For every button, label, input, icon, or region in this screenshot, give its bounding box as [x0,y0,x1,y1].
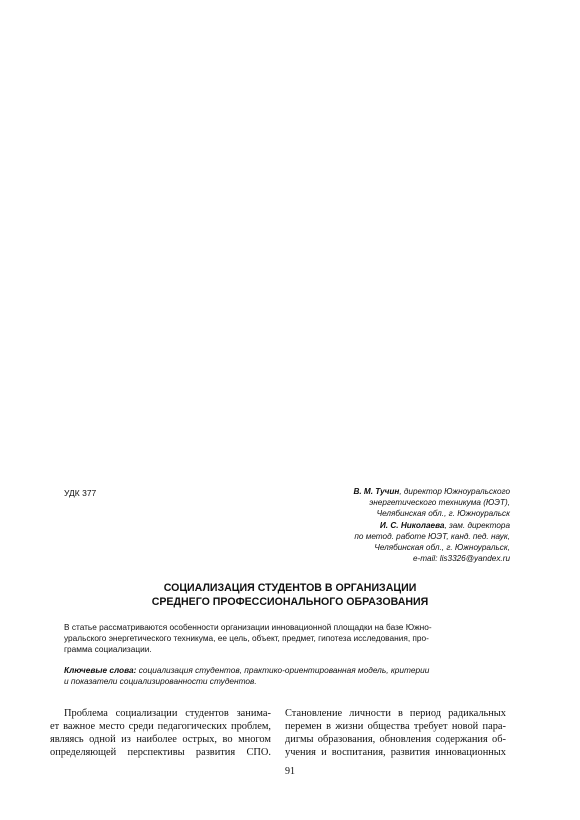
keywords-text: социализация студентов, практико-ориентированная модель, критерии [136,665,430,675]
author-1-name: В. М. Тучин [353,487,400,496]
author-2-position: , зам. директора [444,520,510,530]
body-left-line: Проблема социализации студентов занима- [64,708,271,719]
author-2-line-2: по метод. работе ЮЭТ, канд. пед. наук, [354,531,510,541]
author-2-line-1 [300,520,510,531]
body-column-right [285,707,506,759]
author-1-line-2: энергетического техникума (ЮЭТ), [369,498,510,508]
title-line-2: СРЕДНЕГО ПРОФЕССИОНАЛЬНОГО ОБРАЗОВАНИЯ [151,596,429,608]
abstract-line-2: уральского энергетического техникума, ее цель, объект, предмет, гипотеза исследования, про- [64,633,429,644]
body-right-line: дигмы образования, обновления содержания об- [285,734,506,745]
author-2-email: e-mail: lis3326@yandex.ru [412,554,510,564]
body-right-line: учения и воспитания, развития инновационных [285,747,506,758]
body-left-line: являясь одной из наиболее острых, во многом [50,734,271,745]
page-number: 91 [285,766,295,777]
abstract-line-1: В статье рассматриваются особенности организации инновационной площадки на базе Южно- [64,622,432,632]
keywords [64,665,516,687]
author-2-line-3: Челябинская обл., г. Южноуральск, [374,543,510,553]
body-left-line: определяющей перспективы развития СПО. [50,747,271,758]
abstract [64,622,516,656]
author-2-name: И. С. Николаева [379,520,445,530]
abstract-line-3: грамма социализации. [64,644,152,655]
author-1-line-3: Челябинская обл., г. Южноуральск [376,509,510,519]
body-left-line: ет важное место среди педагогических проблем, [50,721,271,732]
body-right-line: Становление личности в период радикальных [285,708,506,719]
author-block [300,486,510,564]
body-column-left [50,707,271,759]
keywords-line-1 [64,665,516,676]
author-1-line-1 [300,486,510,497]
udc-code: УДК 377 [64,488,97,498]
article-title [64,581,516,609]
keywords-line-2: и показатели социализированности студентов. [64,676,257,687]
keywords-label: Ключевые слова: [64,665,137,675]
body-right-line: перемен в жизни общества требует новой пара- [285,721,506,732]
author-1-position: , директор Южноуральского [399,487,510,496]
title-line-1: СОЦИАЛИЗАЦИЯ СТУДЕНТОВ В ОРГАНИЗАЦИИ [163,582,417,594]
